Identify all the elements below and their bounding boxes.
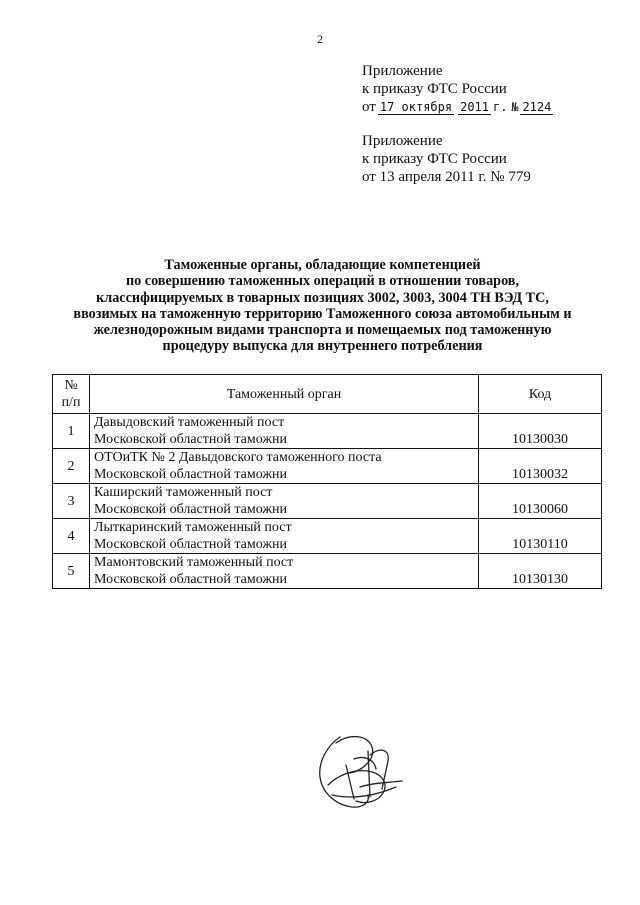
appendix-current-title: Приложение xyxy=(362,63,443,79)
appendix-original-block xyxy=(362,132,531,186)
table-row xyxy=(53,414,602,449)
appendix-current-prefix: от xyxy=(362,99,376,115)
appendix-original-order: к приказу ФТС России xyxy=(362,151,507,167)
row-org-line-2: Московской областной таможни xyxy=(94,432,288,447)
header-number xyxy=(53,375,90,414)
row-code: 10130032 xyxy=(479,449,602,484)
row-org-line-2: Московской областной таможни xyxy=(94,502,288,517)
heading-line-4: ввозимых на таможенную территорию Таможенного союза автомобильным и xyxy=(73,305,572,322)
heading-line-3: классифицируемых в товарных позициях 3002, 3003, 3004 ТН ВЭД ТС, xyxy=(96,289,549,306)
appendix-current-date-line xyxy=(362,98,555,116)
row-code: 10130130 xyxy=(479,554,602,589)
heading-line-6: процедуру выпуска для внутреннего потребления xyxy=(162,338,483,355)
row-code: 10130060 xyxy=(479,484,602,519)
heading-line-5: железнодорожным видами транспорта и помещаемых под таможенную xyxy=(93,322,552,339)
appendix-current-order: к приказу ФТС России xyxy=(362,81,507,97)
customs-offices-table xyxy=(52,374,602,589)
row-number: 1 xyxy=(53,414,90,449)
table-row xyxy=(53,449,602,484)
appendix-current-year-suffix: г. xyxy=(493,100,508,114)
appendix-current-number-sign: № xyxy=(511,100,519,114)
row-number: 5 xyxy=(53,554,90,589)
appendix-current-number: 2124 xyxy=(522,100,552,114)
row-code: 10130030 xyxy=(479,414,602,449)
handwritten-signature-icon xyxy=(310,725,420,815)
header-number-pp: п/п xyxy=(61,395,81,410)
row-number: 2 xyxy=(53,449,90,484)
table-header-row xyxy=(53,375,602,414)
row-org-line-1: Давыдовский таможенный пост xyxy=(94,415,285,430)
row-org-line-1: Мамонтовский таможенный пост xyxy=(94,555,294,570)
row-org-line-1: ОТОиТК № 2 Давыдовского таможенного поста xyxy=(94,450,382,465)
row-org-line-1: Каширский таможенный пост xyxy=(94,485,273,500)
row-org xyxy=(90,519,479,554)
row-org-line-1: Лыткаринский таможенный пост xyxy=(94,520,292,535)
row-org xyxy=(90,554,479,589)
appendix-original-date: от 13 апреля 2011 г. № 779 xyxy=(362,169,531,185)
table-row xyxy=(53,484,602,519)
row-org-line-2: Московской областной таможни xyxy=(94,537,288,552)
row-org-line-2: Московской областной таможни xyxy=(94,467,288,482)
heading-line-2: по совершению таможенных операций в отношении товаров, xyxy=(125,273,520,290)
appendix-original-title: Приложение xyxy=(362,133,443,149)
header-org: Таможенный орган xyxy=(90,375,479,414)
row-number: 4 xyxy=(53,519,90,554)
appendix-current-date: 17 октября xyxy=(379,100,453,114)
table-body xyxy=(53,414,602,589)
document-heading xyxy=(40,257,605,355)
table-row xyxy=(53,519,602,554)
heading-line-1: Таможенные органы, обладающие компетенцией xyxy=(164,257,481,273)
header-code: Код xyxy=(479,375,602,414)
row-org xyxy=(90,484,479,519)
row-code: 10130110 xyxy=(479,519,602,554)
appendix-current-year: 2011 xyxy=(460,100,490,114)
table-row xyxy=(53,554,602,589)
row-number: 3 xyxy=(53,484,90,519)
header-number-sign: № xyxy=(64,378,78,393)
appendix-current-block xyxy=(362,62,555,116)
row-org-line-2: Московской областной таможни xyxy=(94,572,288,587)
row-org xyxy=(90,414,479,449)
row-org xyxy=(90,449,479,484)
page-number: 2 xyxy=(317,32,323,46)
